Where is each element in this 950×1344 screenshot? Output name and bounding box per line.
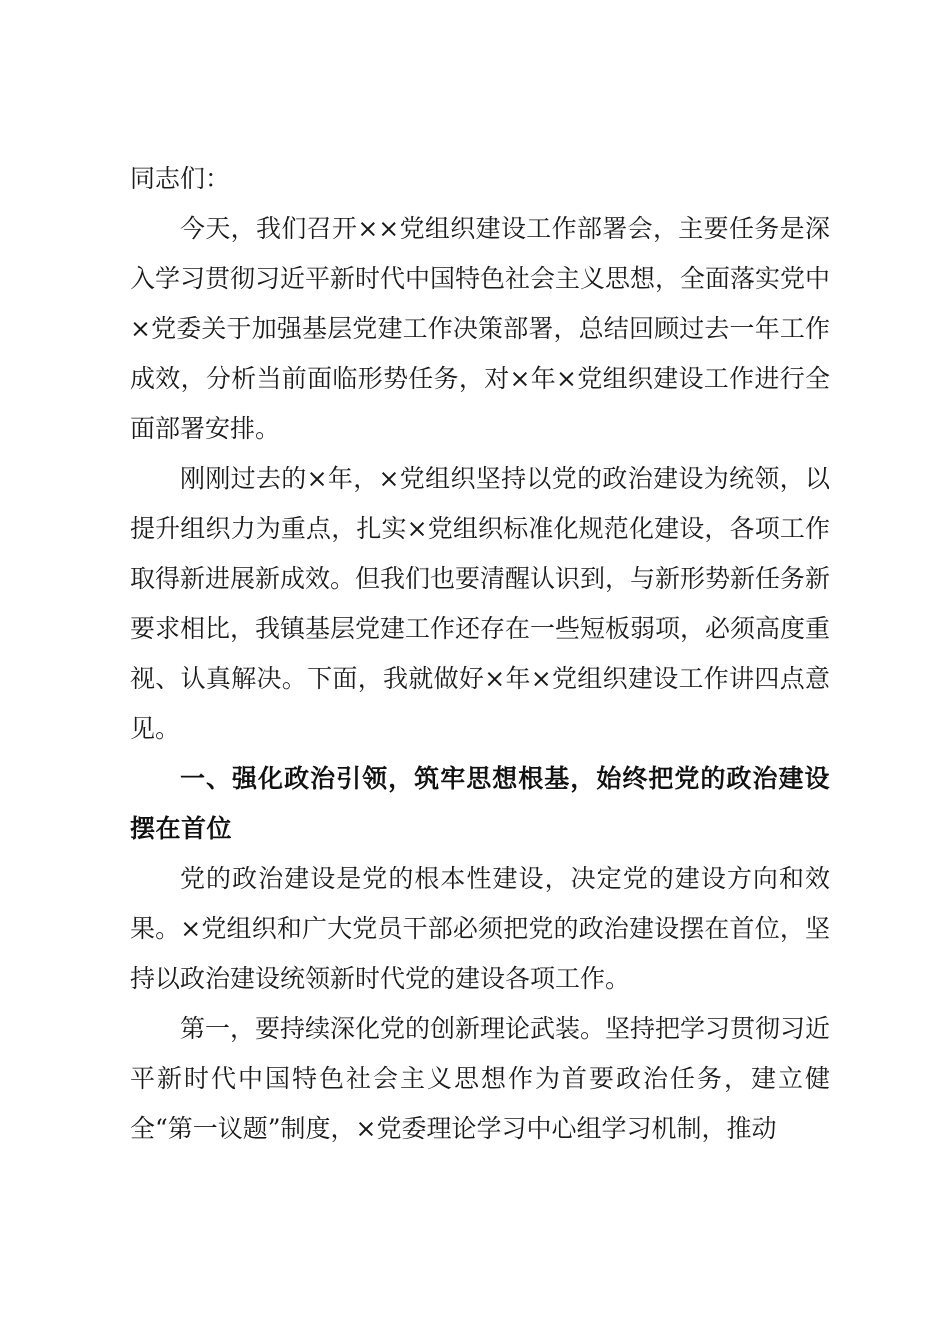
- greeting: 同志们：: [130, 164, 231, 193]
- intro-paragraph: 今天，我们召开××党组织建设工作部署会，主要任务是深入学习贯彻习近平新时代中国特色社会主义思想，全面落实党中×党委关于加强基层党建工作决策部署，总结回顾过去一年工作成效，分析当前面临形势任务，对×年×党组织建设工作进行全面部署安排。: [130, 214, 831, 443]
- section-heading-1: 一、强化政治引领，筑牢思想根基，始终把党的政治建设摆在首位: [130, 764, 830, 843]
- review-paragraph: 刚刚过去的×年，×党组织坚持以党的政治建设为统领，以提升组织力为重点，扎实×党组织标准化规范化建设，各项工作取得新进展新成效。但我们也要清醒认识到，与新形势新任务新要求相比，我镇基层党建工作还存在一些短板弱项，必须高度重视、认真解决。下面，我就做好×年×党组织建设工作讲四点意见。: [130, 464, 831, 743]
- section-1-paragraph-2: 第一，要持续深化党的创新理论武装。坚持把学习贯彻习近平新时代中国特色社会主义思想作为首要政治任务，建立健全“第一议题”制度，×党委理论学习中心组学习机制，推动: [130, 1014, 831, 1143]
- section-1-paragraph-1: 党的政治建设是党的根本性建设，决定党的建设方向和效果。×党组织和广大党员干部必须把党的政治建设摆在首位，坚持以政治建设统领新时代党的建设各项工作。: [130, 864, 830, 993]
- document-body: [130, 154, 830, 1154]
